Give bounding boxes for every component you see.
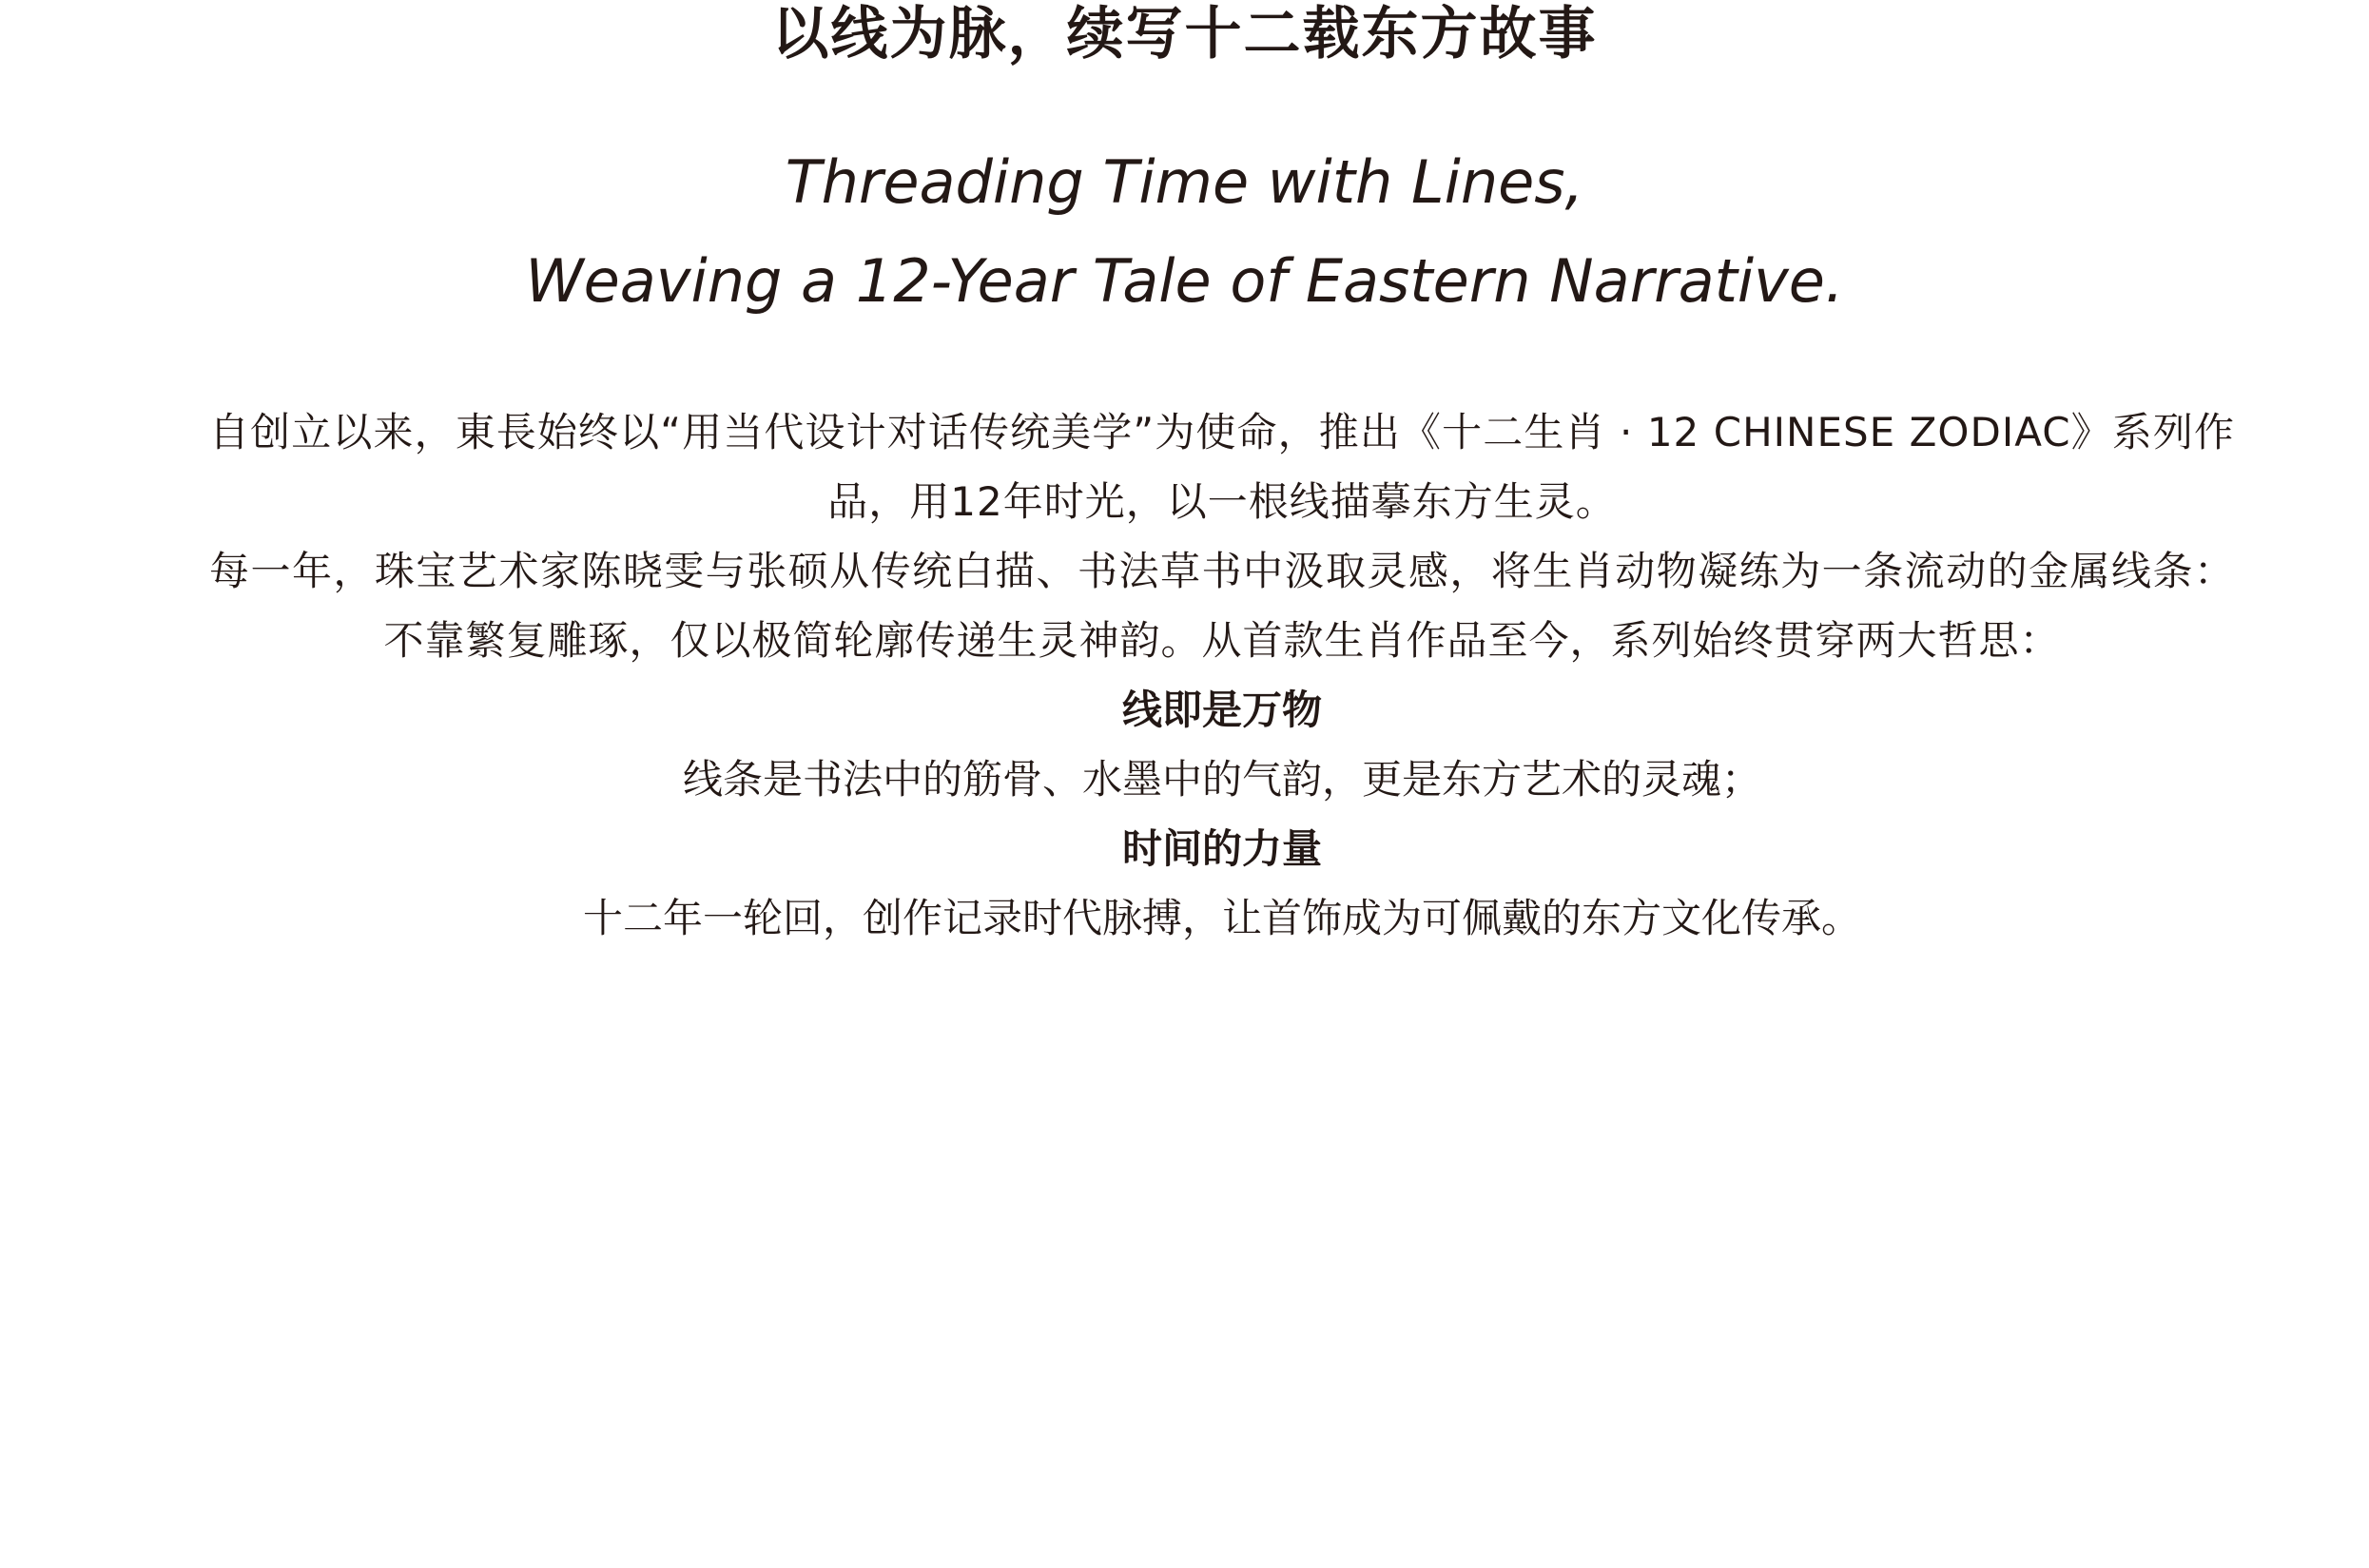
- page-title-english: [0, 133, 2369, 331]
- philosophy-text-time: 十二年一轮回，创作记录时代脉搏，让首饰成为可佩戴的东方文化传承。: [582, 895, 1861, 941]
- body-text: [209, 397, 2235, 953]
- philosophy-text-line: 线条是书法中的筋骨、水墨中的气韵，更是东方艺术的灵魂；: [682, 756, 1761, 803]
- inspiration-paragraph: 每一年，珠宝艺术家陈晓雯与张硕从传统白描、书法草书中汲取灵感，将生肖动物凝练为一条流动的金属线条：不靠繁复雕琢，仅以极简轮廓传递生灵神韵。从首款生肖作品至今，系列始终贯穿两大哲思：: [209, 548, 2235, 664]
- english-title-line-2: Weaving a 12-Year Tale of Eastern Narrative.: [525, 246, 1844, 316]
- intro-paragraph: 自创立以来，東長始终以“用当代设计对话传统美学”为使命，推出《十二生肖 · 12 CHINESE ZODIAC》系列作品，用12年时光，以一根线描摹东方生灵。: [209, 409, 2235, 525]
- english-title-line-1: Threading Time with Lines,: [785, 147, 1584, 217]
- philosophy-heading-time: 时间的力量: [1121, 825, 1322, 872]
- page-title-chinese: 以线为脉，续写十二载东方故事: [771, 1, 1598, 68]
- philosophy-heading-line: 线即是万物: [1121, 687, 1322, 733]
